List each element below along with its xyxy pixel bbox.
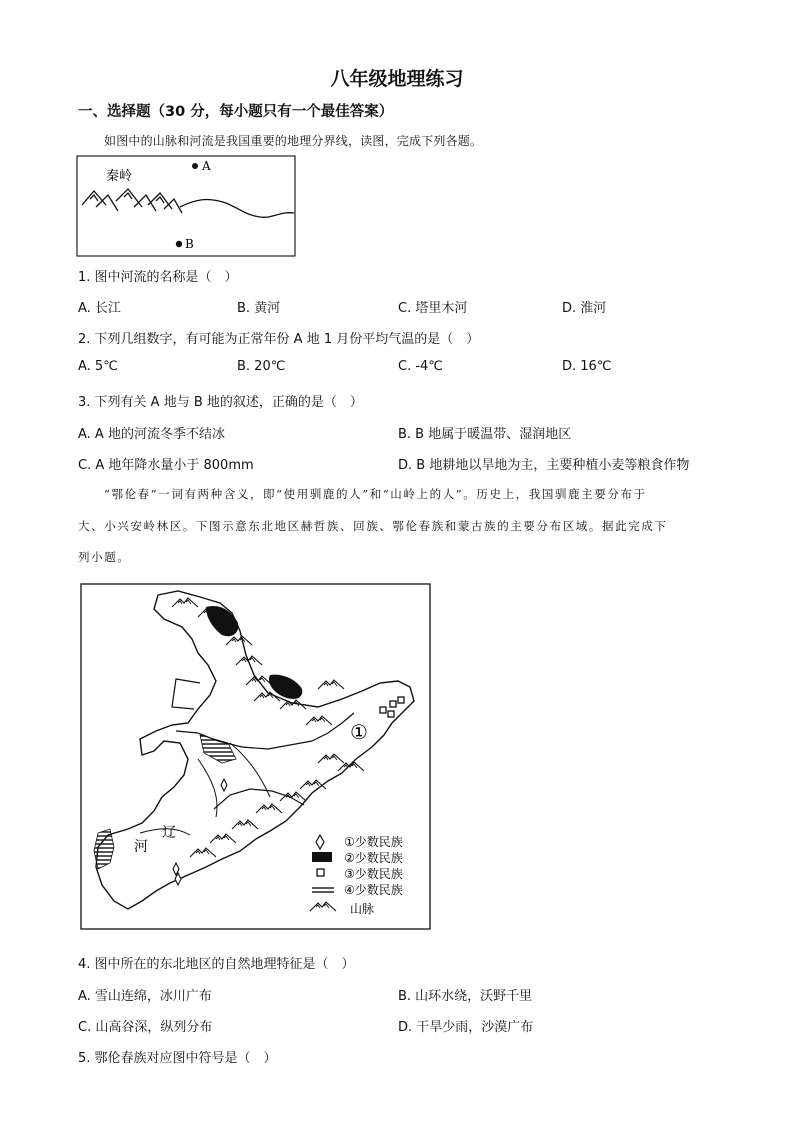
qinling-label: 秦岭 — [106, 169, 133, 184]
q4-option-b: B. 山环水绕，沃野千里 — [398, 989, 533, 1004]
legend-label-2: ②少数民族 — [344, 851, 403, 865]
province-border — [214, 789, 304, 809]
mountain-icon — [172, 598, 198, 607]
legend-label-5: 山脉 — [350, 902, 375, 916]
q1-option-a: A. 长江 — [78, 301, 121, 316]
mountain-icon — [280, 792, 306, 801]
paragraph-line-3: 列小题。 — [78, 550, 131, 564]
area-group-4-hatch — [200, 735, 236, 763]
q3-option-a: A. A 地的河流冬季不结冰 — [78, 427, 225, 442]
question-1-stem: 1. 图中河流的名称是（ ） — [78, 270, 238, 285]
river-char-he: 河 — [134, 839, 148, 855]
q1-option-b: B. 黄河 — [237, 301, 281, 316]
q2-option-c: C. -4℃ — [398, 359, 443, 374]
legend-label-4: ④少数民族 — [344, 883, 403, 897]
q3-option-b: B. B 地属于暖温带、湿润地区 — [398, 427, 572, 442]
mountain-icon — [210, 834, 236, 843]
mountain-icon — [246, 676, 272, 685]
mountain-icon — [318, 680, 344, 689]
river-line — [180, 200, 294, 218]
point-a-label: A — [202, 159, 211, 173]
paragraph-line-1: “鄂伦春”一词有两种含义，即“使用驯鹿的人”和“山岭上的人”。历史上，我国驯鹿主要分布于 — [104, 487, 647, 501]
q3-option-d: D. B 地耕地以旱地为主，主要种植小麦等粮食作物 — [398, 458, 690, 473]
q1-option-d: D. 淮河 — [562, 301, 607, 316]
mountain-icon — [256, 804, 282, 813]
legend-mountain-icon — [310, 902, 336, 911]
mountain-icon — [226, 636, 252, 645]
mountain-icon — [190, 848, 216, 857]
point-b-marker — [176, 241, 182, 247]
intro-text: 如图中的山脉和河流是我国重要的地理分界线，读图，完成下列各题。 — [104, 134, 483, 148]
area-group-4-hatch — [94, 829, 114, 869]
legend-label-1: ①少数民族 — [344, 835, 403, 849]
mountain-icon — [318, 754, 344, 763]
mountain-icon — [306, 716, 332, 725]
q2-option-d: D. 16℃ — [562, 359, 612, 374]
mountain-icon — [232, 820, 258, 829]
question-2-stem: 2. 下列几组数字，有可能为正常年份 A 地 1 月份平均气温的是（ ） — [78, 332, 480, 347]
mountain-icon — [300, 780, 326, 789]
figure-qinling-map — [76, 155, 296, 257]
q4-option-d: D. 干旱少雨，沙漠广布 — [398, 1020, 534, 1035]
map-legend — [310, 834, 403, 916]
legend-black-icon — [312, 852, 332, 862]
area-group-2-black — [206, 606, 238, 636]
point-b-label: B — [185, 237, 194, 251]
paragraph-line-2: 大、小兴安岭林区。下图示意东北地区赫哲族、回族、鄂伦春族和蒙古族的主要分布区域。据此完成下 — [78, 519, 668, 533]
q4-option-c: C. 山高谷深，纵列分布 — [78, 1020, 213, 1035]
q3-option-c: C. A 地年降水量小于 800mm — [78, 458, 254, 473]
q4-option-a: A. 雪山连绵，冰川广布 — [78, 989, 212, 1004]
legend-hatch-icon — [312, 885, 334, 894]
question-3-stem: 3. 下列有关 A 地与 B 地的叙述，正确的是（ ） — [78, 395, 363, 410]
question-5-stem: 5. 鄂伦春族对应图中符号是（ ） — [78, 1051, 277, 1066]
mountain-range-icon — [82, 189, 182, 213]
q2-option-b: B. 20℃ — [237, 359, 286, 374]
page-title: 八年级地理练习 — [330, 68, 464, 90]
province-border — [172, 679, 200, 709]
figure-northeast-map — [80, 583, 431, 930]
q2-option-a: A. 5℃ — [78, 359, 118, 374]
question-4-stem: 4. 图中所在的东北地区的自然地理特征是（ ） — [78, 957, 355, 972]
legend-label-3: ③少数民族 — [344, 867, 403, 881]
section-heading: 一、选择题（30 分，每小题只有一个最佳答案） — [78, 104, 394, 120]
legend-square-icon — [317, 869, 324, 876]
point-a-marker — [192, 163, 198, 169]
q1-option-c: C. 塔里木河 — [398, 301, 468, 316]
circle-one-label: ① — [350, 720, 368, 744]
legend-diamond-icon — [316, 835, 324, 849]
river-char-liao: 辽 — [162, 825, 176, 841]
